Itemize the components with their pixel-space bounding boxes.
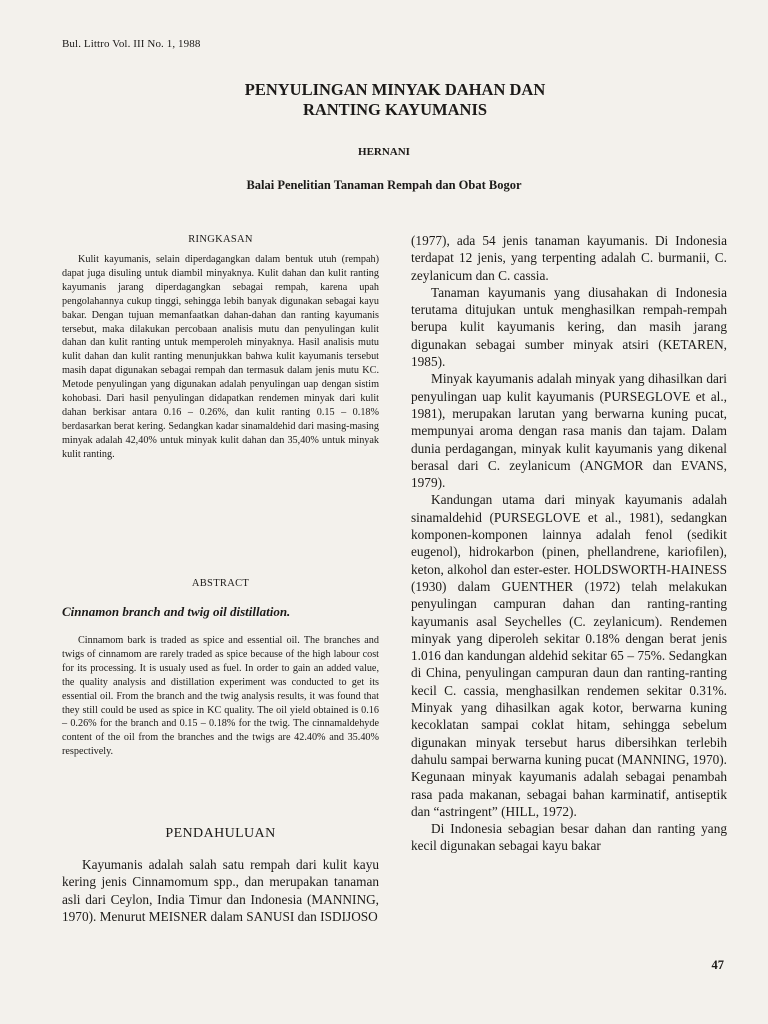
article-title-line-1: PENYULINGAN MINYAK DAHAN DAN	[244, 80, 546, 99]
abstract-heading: ABSTRACT	[191, 578, 250, 589]
article-title-line-2: RANTING KAYUMANIS	[302, 100, 488, 119]
body-paragraph: Di Indonesia sebagian besar dahan dan ranting yang kecil digunakan sebagai kayu bakar	[411, 821, 727, 854]
page-number: 47	[711, 958, 724, 972]
pendahuluan-section	[62, 856, 379, 925]
author-name: HERNANI	[358, 146, 410, 158]
title-block	[150, 80, 640, 120]
right-column	[411, 232, 727, 855]
body-paragraph: (1977), ada 54 jenis tanaman kayumanis. Di Indonesia terdapat 12 jenis, yang terpenting adalah C. burmanii, C. zeylanicum dan C. cassia.	[411, 233, 727, 283]
running-head: Bul. Littro Vol. III No. 1, 1988	[62, 38, 201, 50]
pendahuluan-text: Kayumanis adalah salah satu rempah dari kulit kayu kering jenis Cinnamomum spp., dan merupakan tanaman asli dari Ceylon, India Timur dan Indonesia (MANNING, 1970). Menurut MEISNER dalam SANUSI dan ISDIJOSO	[62, 857, 379, 924]
ringkasan-heading: RINGKASAN	[188, 234, 253, 245]
author-affiliation: Balai Penelitian Tanaman Rempah dan Obat Bogor	[246, 178, 522, 192]
body-paragraph: Minyak kayumanis adalah minyak yang dihasilkan dari penyulingan uap kulit kayumanis (PURSEGLOVE et al., 1981), merupakan larutan yang berwarna kuning pucat, mempunyai aroma dengan rasa manis dan tajam. Dalam dunia perdagangan, minyak kulit kayumanis yang dikenal berasal dari C. zeylanicum (ANGMOR dan EVANS, 1979).	[411, 371, 727, 491]
ringkasan-section	[62, 234, 379, 462]
body-paragraph: Tanaman kayumanis yang diusahakan di Indonesia terutama ditujukan untuk menghasilkan rempah-rempah berupa kulit kayumanis kering, dan masih jarang digunakan sebagai sumber minyak atsiri (KETAREN, 1985).	[411, 284, 727, 370]
abstract-text: Cinnamom bark is traded as spice and essential oil. The branches and twigs of cinnamom are rarely traded as spice because of the high labour cost for its processing. It is usualy used as fuel. In order to gain an added value, the quality analysis and distillation experiment was conducted to get its essential oil. From the branch and the twig analysis results, it was found that they still could be used as spice in KC quality. The oil yield obtained is 0.16 – 0.26% for the branch and 0.15 – 0.18% for the twig. The cinnamaldehyde content of the oil from the branches and the twigs are 42.40% and 35.40% respectively.	[62, 635, 379, 758]
pendahuluan-heading: PENDAHULUAN	[165, 826, 276, 841]
abstract-subtitle: Cinnamon branch and twig oil distillation.	[62, 604, 291, 619]
body-paragraph: Kandungan utama dari minyak kayumanis adalah sinamaldehid (PURSEGLOVE et al., 1981), sedangkan komponen-komponen lainnya adalah fenol (sedikit eugenol), hidrokarbon (pinen, phellandrene, kariofilen), keton, alkohol dan ester-ester. HOLDSWORTH-HAINESS (1930) dalam GUENTHER (1972) telah melakukan penyulingan campuran dahan dan ranting-ranting kayumanis asal Seychelles (C. zeylanicum). Rendemen minyak yang diperoleh sekitar 0.18% dengan berat jenis 1.016 dan kandungan aldehid sekitar 65 – 75%. Sedangkan di China, penyulingan campuran daun dan ranting-ranting kecil C. cassia, menghasilkan rendemen sekitar 0.31%. Minyak yang dihasilkan agak kotor, berwarna kuning kecoklatan sampai coklat hitam, sehingga sebelum digunakan minyak tersebut harus dibersihkan terlebih dahulu sampai berwarna kuning pucat (MANNING, 1970). Kegunaan minyak kayumanis adalah sebagai penambah rasa pada makanan, sebagai bahan karminatif, antiseptik dan “astringent” (HILL, 1972).	[411, 492, 727, 819]
ringkasan-text: Kulit kayumanis, selain diperdagangkan dalam bentuk utuh (rempah) dapat juga disuling untuk diambil minyaknya. Kulit dahan dan kulit ranting kayumanis jarang diperdagangkan sebagai rempah, karena upah pengolahannya cukup tinggi, sehingga lebih banyak digunakan sebagai kayu bakar. Dengan tujuan memanfaatkan dahan-dahan dan ranting kayumanis tersebut, maka dilakukan percobaan analisis mutu dan penyulingan kulit dahan dan kulit ranting untuk memperoleh minyaknya. Hasil analisis mutu kulit dahan dan kulit ranting menunjukkan bahwa kulit kayumanis tersebut masih dapat digunakan sebagai rempah dan termasuk dalam jenis mutu KC. Metode penyulingan yang digunakan adalah penyulingan uap dengan sistim kohobasi. Dari hasil penyulingan didapatkan rendemen minyak dari kulit dahan berkisar antara 0.16 – 0.26%, dan kulit ranting 0.15 – 0.18% berdasarkan berat kering. Sedangkan kadar sinamaldehid dari masing-masing minyak adalah 42,40% untuk minyak kulit dahan dan 35,40% untuk minyak kulit ranting.	[62, 254, 379, 460]
abstract-section	[62, 634, 379, 759]
